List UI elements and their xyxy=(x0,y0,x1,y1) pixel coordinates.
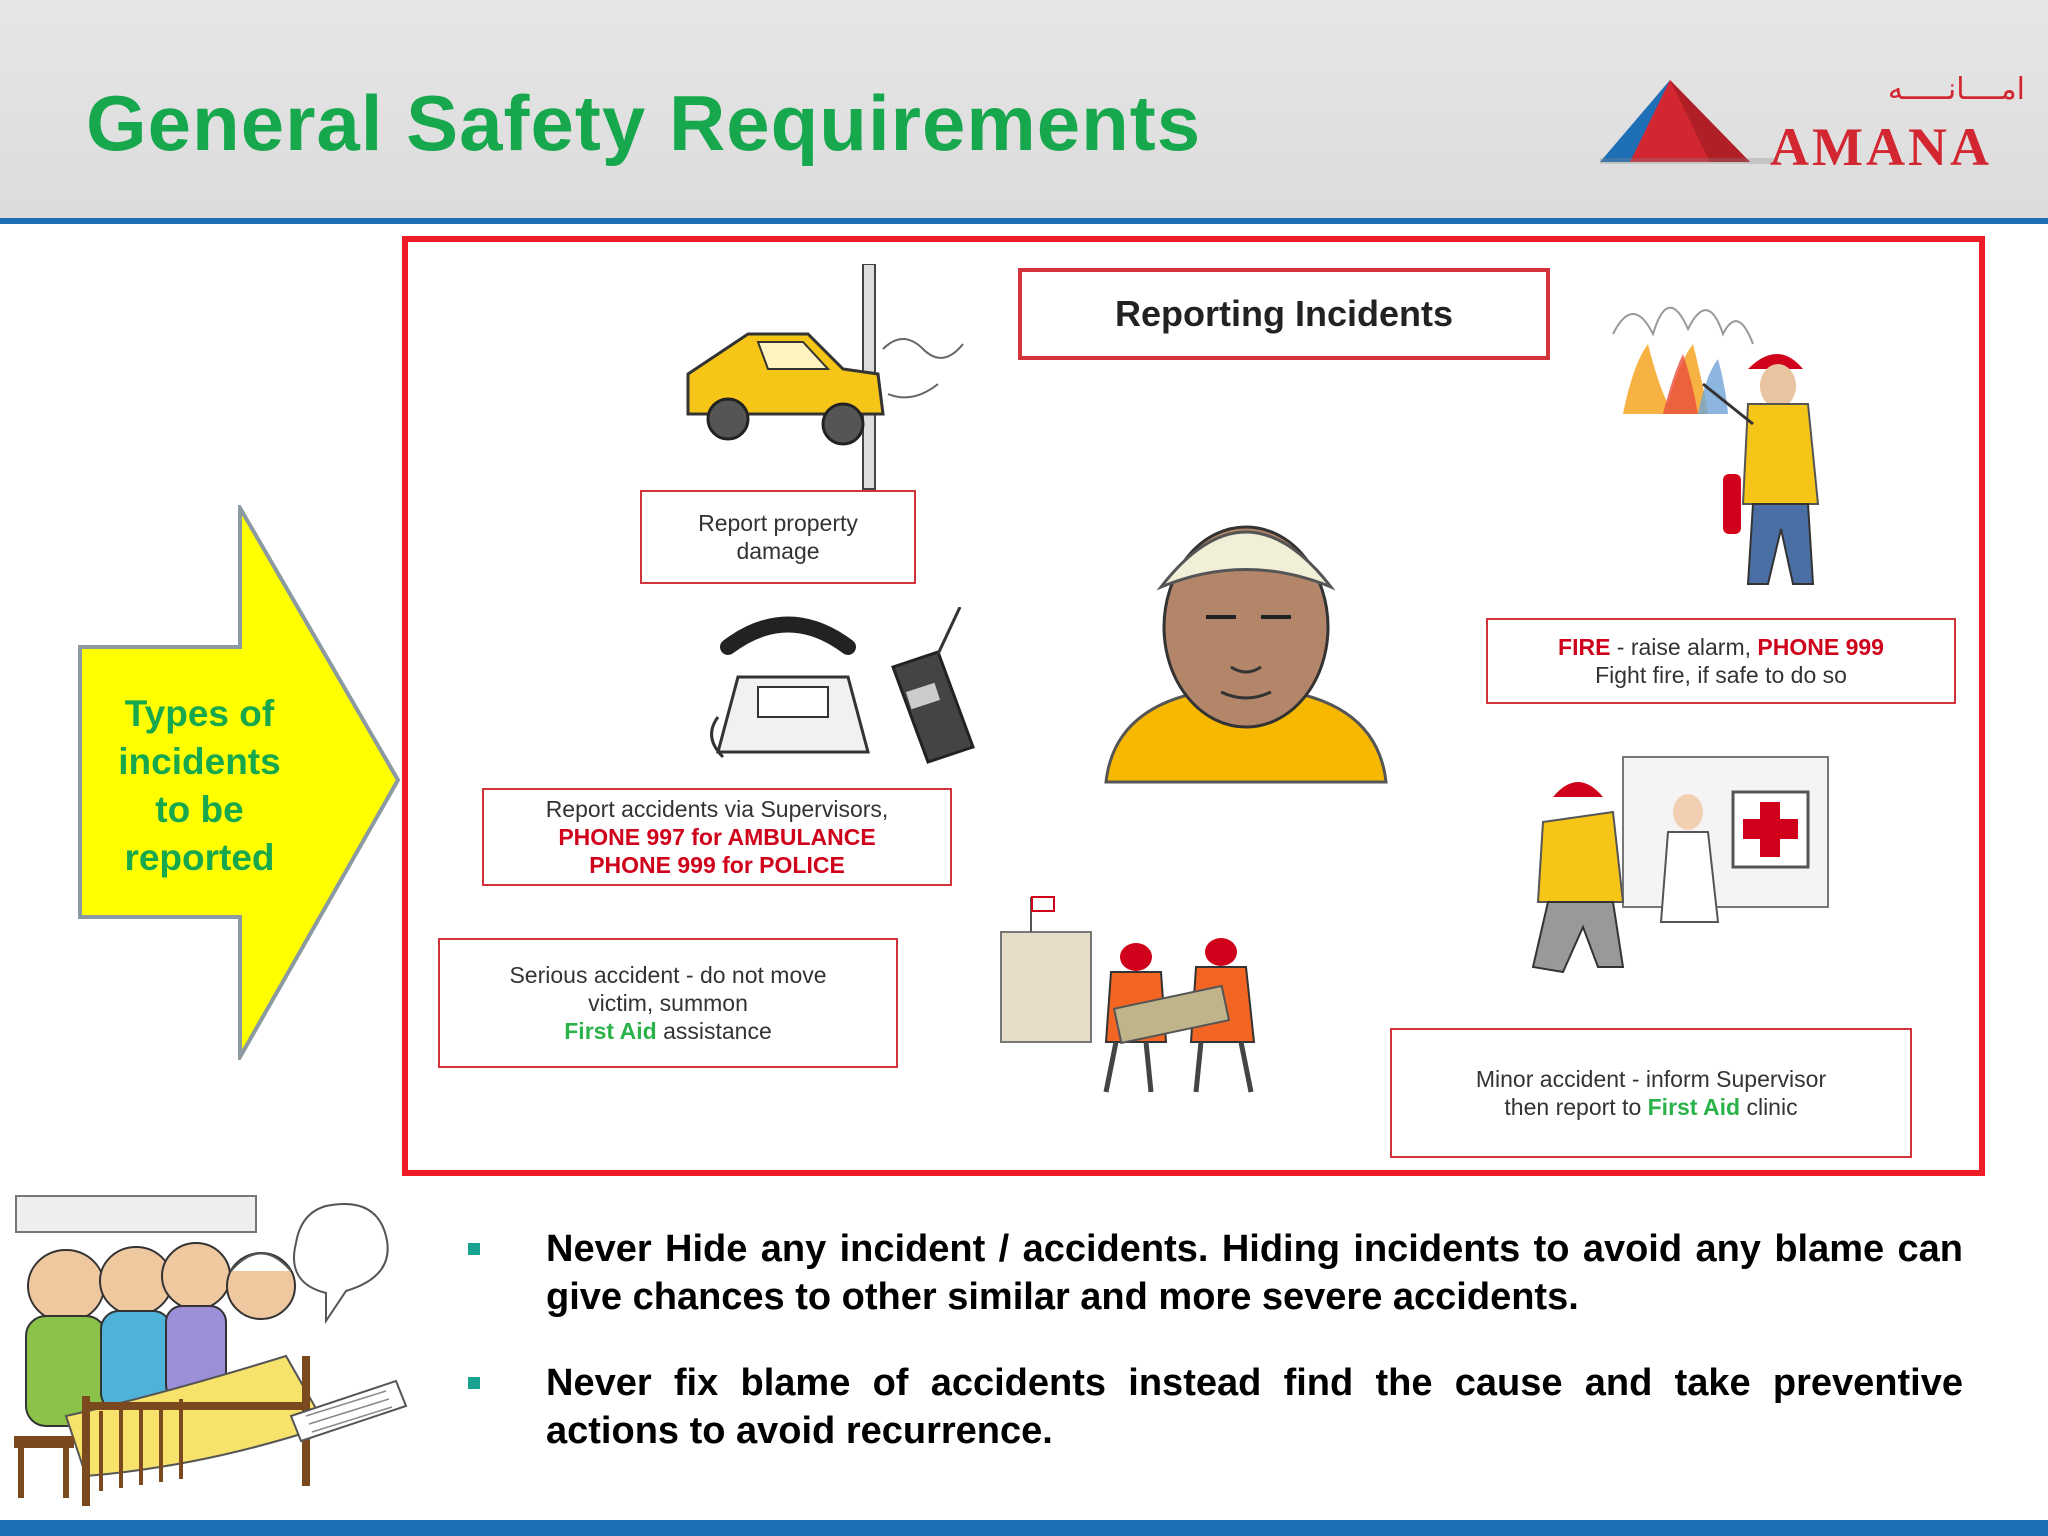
fire-phone-text: PHONE 999 xyxy=(1757,634,1884,660)
ambulance-phone-text: PHONE 997 for AMBULANCE xyxy=(558,824,876,850)
bullet-text: Never Hide any incident / accidents. Hiding incidents to avoid any blame can give chances to other similar and more severe accidents. xyxy=(546,1228,1963,1318)
accidents-supervisor-box xyxy=(482,788,952,886)
minor-accident-line: Minor accident - inform Supervisor xyxy=(1475,1066,1827,1092)
hospital-bed-cartoon xyxy=(6,1176,416,1512)
serious-accident-box xyxy=(438,938,898,1068)
fire-fighting-illustration xyxy=(1603,274,1893,594)
footer-bar xyxy=(0,1520,2048,1536)
bullet-item xyxy=(468,1225,1963,1321)
fire-word: FIRE xyxy=(1558,634,1611,660)
arrow-label xyxy=(92,690,307,882)
first-aid-text: First Aid xyxy=(564,1018,657,1044)
property-damage-line: Report property xyxy=(698,510,858,536)
serious-accident-line xyxy=(440,1017,896,1045)
first-aid-text: First Aid xyxy=(1647,1094,1741,1120)
police-phone-text: PHONE 999 for POLICE xyxy=(589,852,845,878)
minor-accident-box xyxy=(1390,1028,1912,1158)
serious-accident-line: Serious accident - do not move xyxy=(509,962,827,988)
injured-man-illustration xyxy=(1096,492,1396,797)
reporting-incidents-panel xyxy=(402,236,1985,1176)
property-damage-line: damage xyxy=(736,538,820,564)
header-divider xyxy=(0,218,2048,224)
panel-heading: Reporting Incidents xyxy=(1018,268,1550,360)
arrow-label-line: reported xyxy=(124,837,275,878)
truck-crash-illustration xyxy=(678,264,968,494)
serious-accident-line: victim, summon xyxy=(588,990,748,1016)
report-to-text: then report to xyxy=(1504,1094,1648,1120)
assistance-text: assistance xyxy=(656,1018,772,1044)
first-aid-clinic-illustration xyxy=(1503,752,1833,982)
property-damage-box xyxy=(640,490,916,584)
telephones-illustration xyxy=(698,607,998,782)
stretcher-carry-illustration xyxy=(996,872,1296,1102)
fire-line: Fight fire, if safe to do so xyxy=(1595,662,1847,688)
clinic-text: clinic xyxy=(1740,1094,1798,1120)
fire-instructions-box xyxy=(1486,618,1956,704)
arrow-label-line: to be xyxy=(155,789,244,830)
bullet-text: Never fix blame of accidents instead find the cause and take preventive actions to avoid recurrence. xyxy=(546,1362,1963,1452)
fire-line xyxy=(1488,633,1954,661)
page-title: General Safety Requirements xyxy=(86,79,1202,167)
accidents-line: Report accidents via Supervisors, xyxy=(545,796,889,822)
arrow-label-line: Types of xyxy=(124,693,275,734)
arrow-label-line: incidents xyxy=(118,741,281,782)
bullet-square-icon xyxy=(468,1243,480,1255)
bullet-item xyxy=(468,1359,1963,1455)
bullet-list xyxy=(468,1225,1963,1493)
raise-alarm-text: - raise alarm, xyxy=(1610,634,1758,660)
logo-triangle-icon xyxy=(1600,72,1780,172)
amana-logo xyxy=(1600,72,2030,177)
logo-arabic-text: امــــانـــــه xyxy=(1887,72,2025,107)
logo-wordmark: AMANA xyxy=(1770,117,1992,177)
minor-accident-line xyxy=(1392,1093,1910,1121)
bullet-square-icon xyxy=(468,1377,480,1389)
